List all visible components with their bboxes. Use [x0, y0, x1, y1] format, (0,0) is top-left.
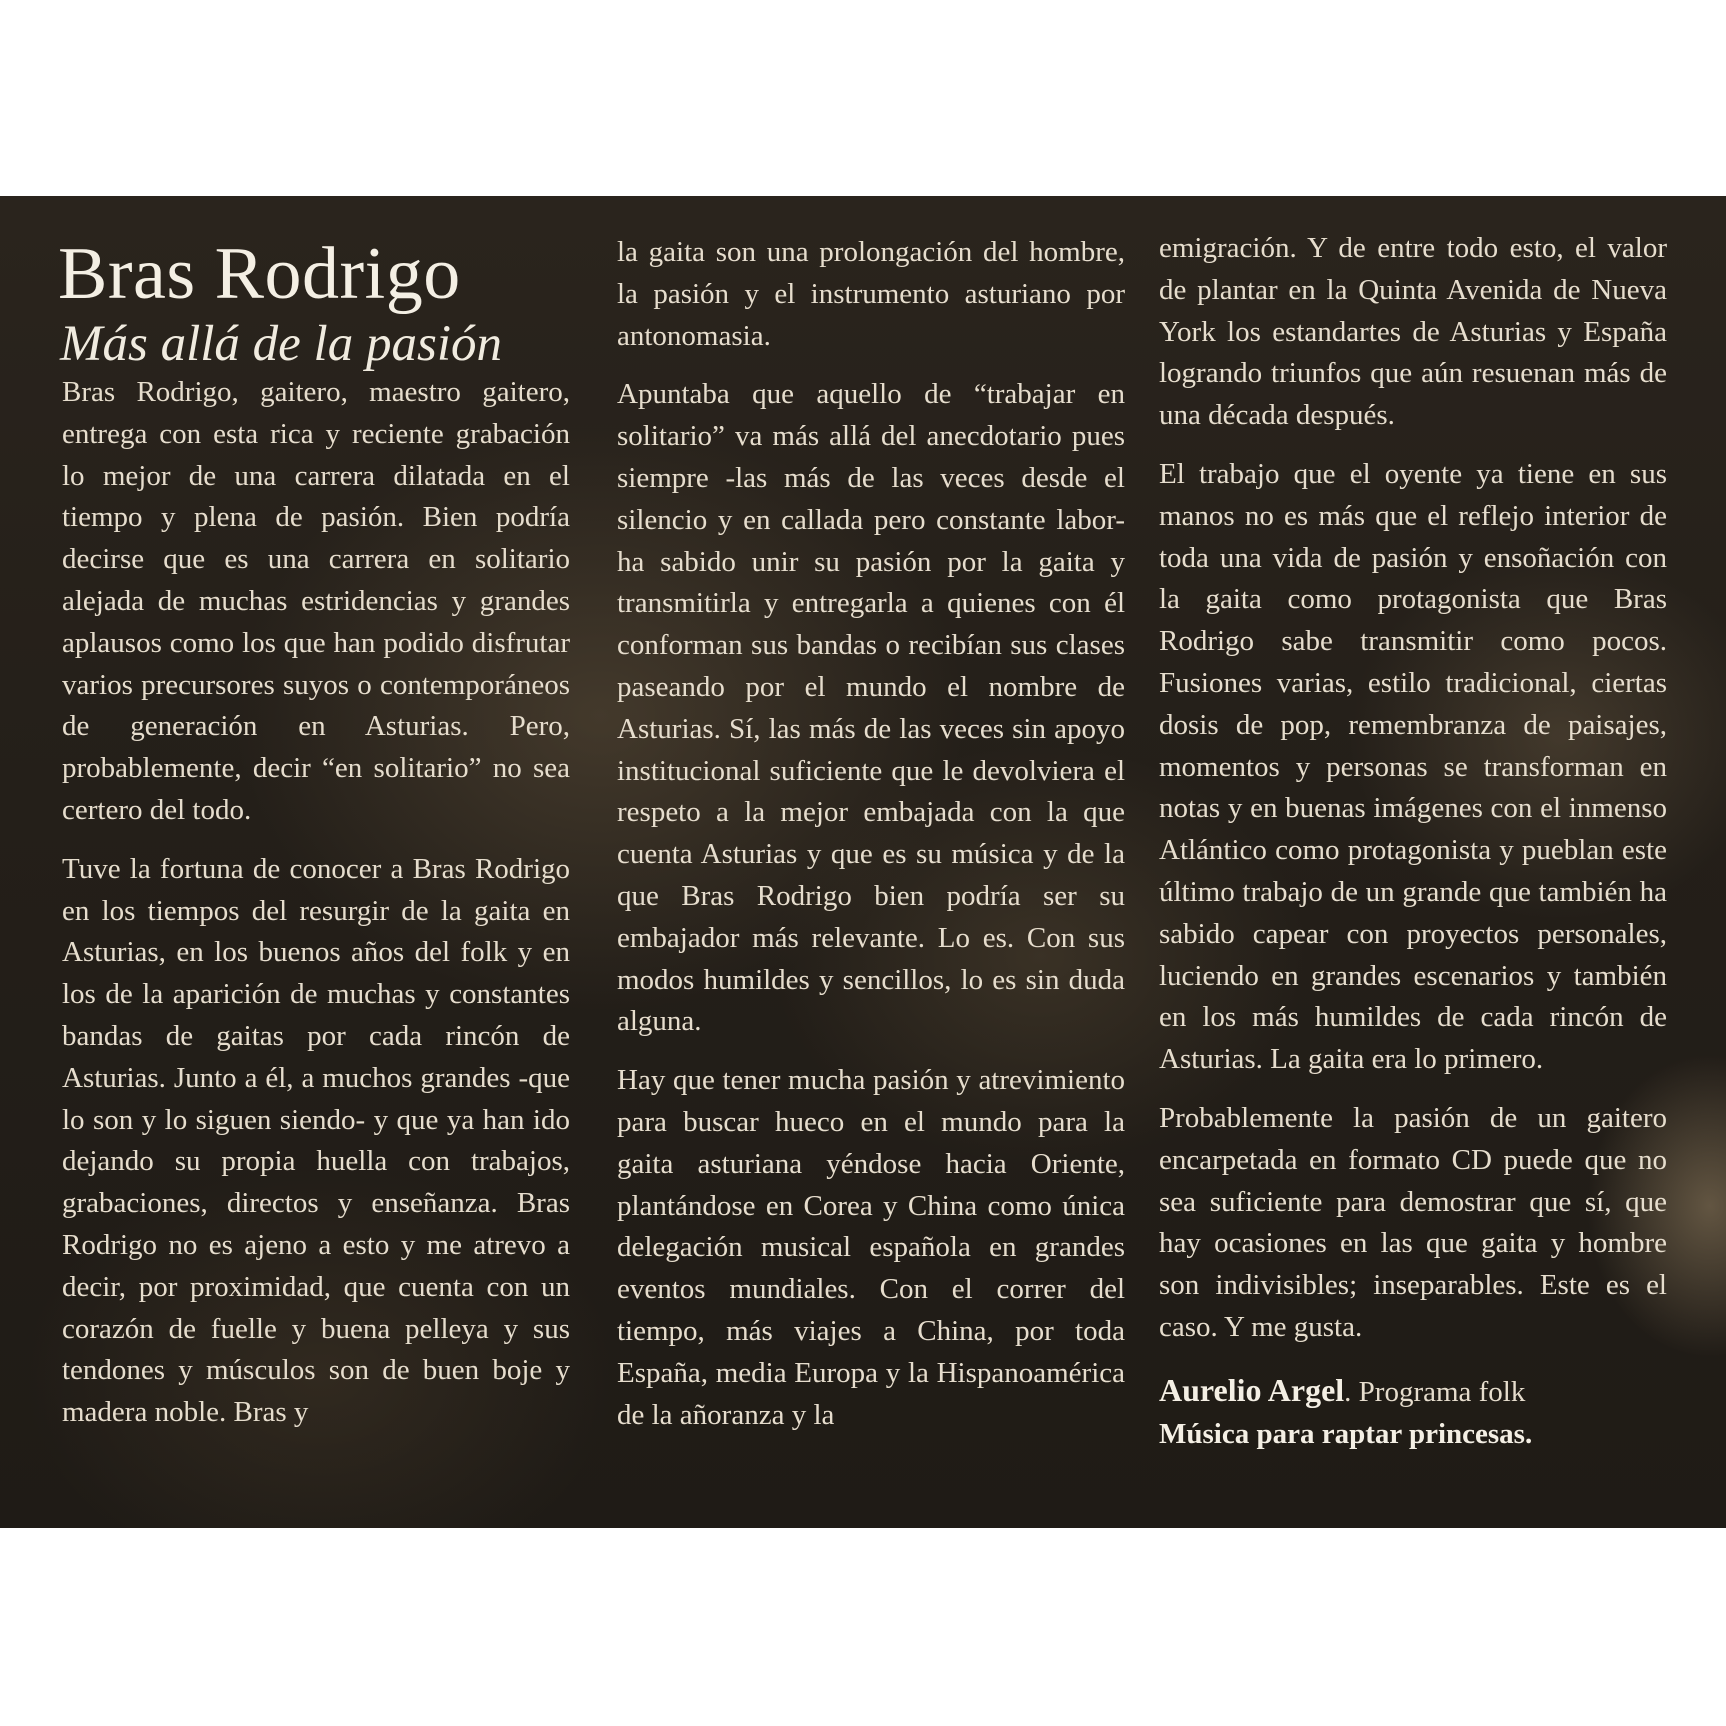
paragraph: Tuve la fortuna de conocer a Bras Rodrigo en los tiempos del resurgir de la gaita en Asturias, en los buenos años del folk y en los de la aparición de muchas y constantes bandas de gaitas por cada rincón de Asturias. Junto a él, a muchos grandes -que lo son y lo siguen siendo- y que ya han ido dejando su propia huella con trabajos, grabaciones, directos y enseñanza. Bras Rodrigo no es ajeno a esto y me atrevo a decir, por proximidad, que cuenta con un corazón de fuelle y buena pelleya y sus tendones y músculos son de buen boje y madera noble. Bras y	[62, 852, 570, 1429]
paragraph: El trabajo que el oyente ya tiene en sus manos no es más que el reflejo interior de toda una vida de pasión y ensoñación con la gaita como protagonista que Bras Rodrigo sabe transmitir como pocos. Fusiones varias, estilo tradicional, ciertas dosis de pop, remembranza de paisajes, momentos y personas se transforman en notas y en buenas imágenes con el inmenso Atlántico como protagonista y pueblan este último trabajo de un grande que también ha sabido capear con proyectos personales, luciendo en grandes escenarios y también en los más humildes de cada rincón de Asturias. La gaita era lo primero.	[1159, 457, 1667, 1076]
article-title: Bras Rodrigo	[58, 233, 461, 315]
paragraph: la gaita son una prolongación del hombre, la pasión y el instrumento asturiano por antonomasia.	[617, 236, 1125, 352]
program-name: Música para raptar princesas.	[1159, 1417, 1533, 1450]
paragraph: Apuntaba que aquello de “trabajar en solitario” va más allá del anecdotario pues siempre -las más de las veces desde el silencio y en callada pero constante labor- ha sabido unir su pasión por la gaita y transmitirla y entregarla a quienes con él conforman sus bandas o recibían sus clases paseando por el mundo el nombre de Asturias. Sí, las más de las veces sin apoyo institucional suficiente que le devolviera el respeto a la mejor embajada con la que cuenta Asturias y que es su música y de la que Bras Rodrigo bien podría ser su embajador más relevante. Lo es. Con sus modos humildes y sencillos, lo es sin duda alguna.	[617, 378, 1125, 1038]
signature	[1159, 1369, 1667, 1455]
article-panel	[0, 196, 1726, 1528]
author-separator: .	[1344, 1375, 1352, 1408]
paragraph: Probablemente la pasión de un gaitero encarpetada en formato CD puede que no sea suficiente para demostrar que sí, que hay ocasiones en las que gaita y hombre son indivisibles; inseparables. Este es el caso. Y me gusta.	[1159, 1101, 1667, 1343]
text-column-2	[617, 232, 1125, 1453]
paragraph: Hay que tener mucha pasión y atrevimiento para buscar hueco en el mundo para la gaita asturiana yéndose hacia Oriente, plantándose en Corea y China como única delegación musical española en grandes eventos mundiales. Con el correr del tiempo, más viajes a China, por toda España, media Europa y la Hispanoamérica de la añoranza y la	[617, 1064, 1125, 1431]
text-column-1	[62, 372, 570, 1451]
article-subtitle: Más allá de la pasión	[60, 316, 502, 372]
program-prefix: Programa folk	[1351, 1375, 1526, 1408]
text-column-3	[1159, 228, 1667, 1455]
paragraph: emigración. Y de entre todo esto, el valor de plantar en la Quinta Avenida de Nueva York los estandartes de Asturias y España logrando triunfos que aún resuenan más de una década después.	[1159, 232, 1667, 432]
author-name: Aurelio Argel	[1159, 1371, 1345, 1408]
paragraph: Bras Rodrigo, gaitero, maestro gaitero, entrega con esta rica y reciente grabación lo mejor de una carrera dilatada en el tiempo y plena de pasión. Bien podría decirse que es una carrera en solitario alejada de muchas estridencias y grandes aplausos como los que han podido disfrutar varios precursores suyos o contemporáneos de generación en Asturias. Pero, probablemente, decir “en solitario” no sea certero del todo.	[62, 376, 570, 826]
